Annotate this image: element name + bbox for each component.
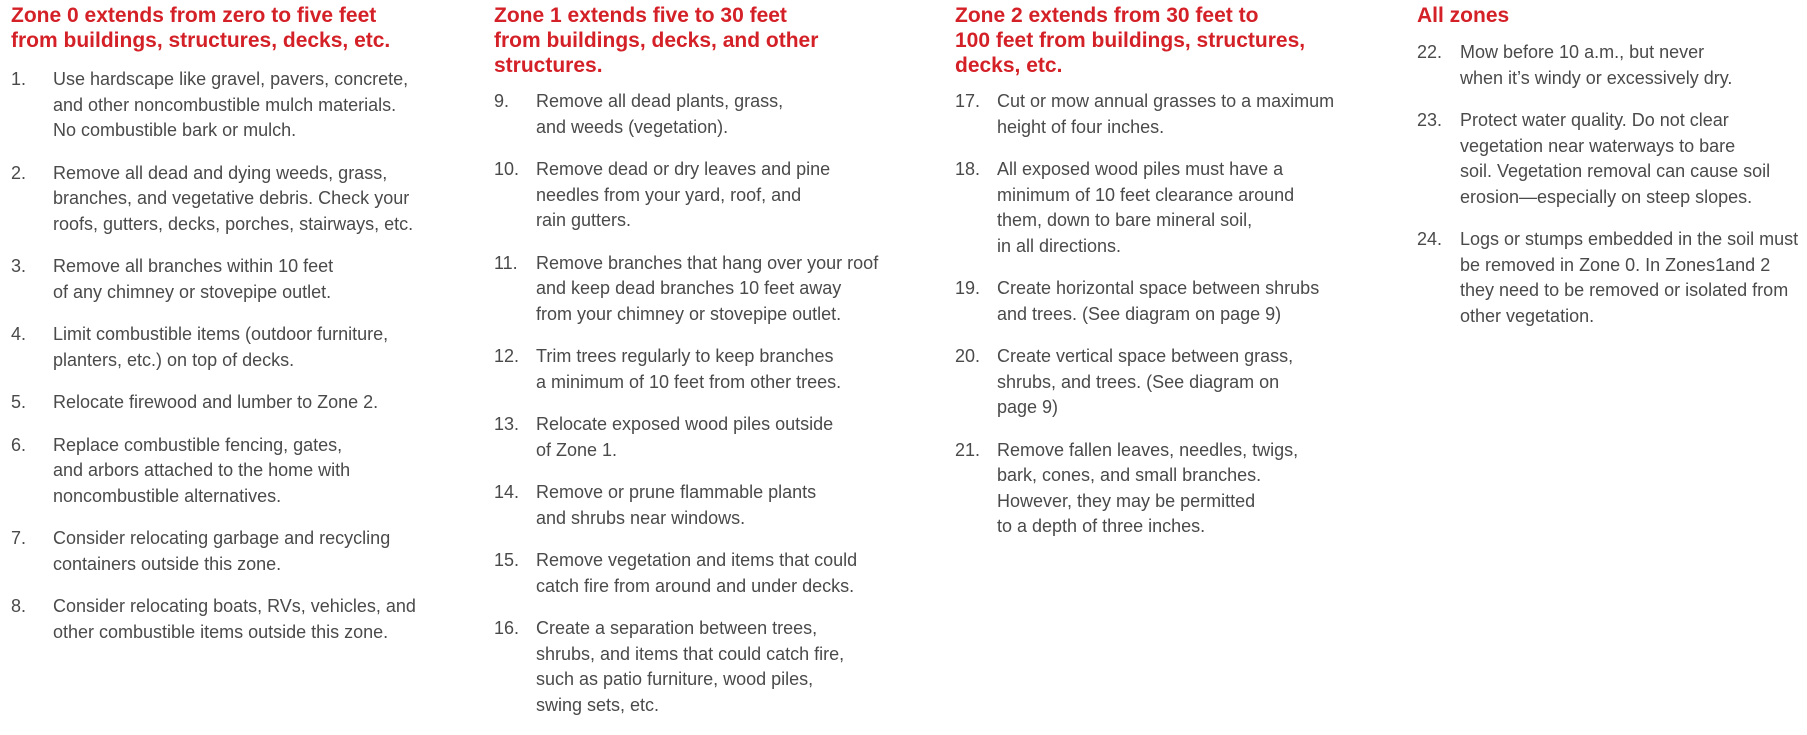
list-item — [11, 594, 451, 645]
item-text — [53, 526, 451, 577]
item-line: Create horizontal space between shrubs — [997, 278, 1320, 298]
list-item — [11, 254, 451, 305]
item-line: All exposed wood piles must have a — [997, 159, 1284, 179]
zone-0-list — [11, 67, 451, 645]
item-text — [53, 254, 451, 305]
item-line: However, they may be permitted — [997, 490, 1256, 511]
item-text — [997, 344, 1355, 421]
item-line: Consider relocating boats, RVs, vehicles, and — [53, 596, 416, 616]
item-number: 15. — [494, 550, 520, 570]
item-text — [53, 161, 451, 238]
item-line: Remove vegetation and items that could — [536, 550, 858, 570]
item-line: bark, cones, and small branches. — [997, 465, 1262, 485]
item-line: Replace combustible fencing, gates, — [53, 434, 343, 455]
item-text — [1460, 108, 1807, 210]
list-item — [494, 616, 904, 718]
zone-2-heading — [955, 0, 1355, 78]
item-line: them, down to bare mineral soil, — [997, 210, 1253, 230]
list-item — [955, 89, 1355, 140]
item-line: and shrubs near windows. — [536, 507, 746, 528]
item-line: other vegetation. — [1460, 305, 1595, 326]
heading-line: Zone 2 extends from 30 feet to — [955, 4, 1259, 27]
item-line: to a depth of three inches. — [997, 516, 1206, 536]
item-number: 11. — [494, 252, 518, 273]
item-text — [536, 616, 904, 718]
item-number: 21. — [955, 439, 981, 460]
list-item — [11, 433, 451, 510]
list-item — [494, 157, 904, 234]
list-item — [494, 251, 904, 328]
item-line: Remove branches that hang over your roof — [536, 252, 879, 273]
list-item — [11, 161, 451, 238]
item-line: Trim trees regularly to keep branches — [536, 346, 834, 366]
item-line: planters, etc.) on top of decks. — [53, 349, 295, 370]
item-line: rain gutters. — [536, 210, 632, 230]
heading-line: 100 feet from buildings, structures, — [955, 29, 1306, 52]
heading-line: All zones — [1417, 4, 1510, 27]
item-text — [536, 412, 904, 463]
item-line: needles from your yard, roof, and — [536, 184, 802, 205]
item-line: Remove all branches within 10 feet — [53, 256, 334, 276]
zone-2-list — [955, 89, 1355, 540]
item-line: Relocate exposed wood piles outside — [536, 414, 834, 434]
list-item — [11, 322, 451, 373]
item-number: 10. — [494, 159, 520, 179]
item-line: erosion—especially on steep slopes. — [1460, 186, 1753, 207]
item-line: swing sets, etc. — [536, 694, 660, 715]
item-line: Remove or prune flammable plants — [536, 482, 817, 502]
item-line: such as patio furniture, wood piles, — [536, 669, 814, 689]
item-line: minimum of 10 feet clearance around — [997, 184, 1295, 205]
heading-line: Zone 0 extends from zero to five feet — [11, 4, 377, 27]
all-zones-heading — [1417, 0, 1807, 28]
zone-0-column — [11, 0, 451, 662]
item-line: containers outside this zone. — [53, 553, 282, 574]
item-number: 24. — [1417, 229, 1443, 249]
item-line: Cut or mow annual grasses to a maximum — [997, 91, 1335, 111]
item-line: page 9) — [997, 397, 1059, 417]
item-line: and weeds (vegetation). — [536, 116, 729, 137]
item-text — [536, 480, 904, 531]
list-item — [494, 344, 904, 395]
item-line: No combustible bark or mulch. — [53, 120, 297, 140]
item-number: 14. — [494, 482, 520, 502]
item-line: roofs, gutters, decks, porches, stairways, etc. — [53, 213, 414, 234]
item-line: and arbors attached to the home with — [53, 460, 351, 480]
item-line: Remove all dead and dying weeds, grass, — [53, 162, 388, 183]
list-item — [955, 157, 1355, 259]
item-line: Logs or stumps embedded in the soil must — [1460, 229, 1799, 249]
item-text — [536, 157, 904, 234]
item-line: of Zone 1. — [536, 439, 618, 460]
item-line: Remove dead or dry leaves and pine — [536, 159, 831, 179]
item-line: Mow before 10 a.m., but never — [1460, 42, 1705, 62]
item-text — [53, 67, 451, 144]
item-line: height of four inches. — [997, 116, 1165, 137]
list-item — [494, 412, 904, 463]
item-line: they need to be removed or isolated from — [1460, 280, 1789, 300]
list-item — [1417, 108, 1807, 210]
item-line: vegetation near waterways to bare — [1460, 135, 1736, 156]
item-line: and other noncombustible mulch materials. — [53, 94, 397, 115]
list-item — [494, 548, 904, 599]
item-number: 3. — [11, 256, 27, 276]
item-line: Protect water quality. Do not clear — [1460, 110, 1729, 130]
item-number: 16. — [494, 618, 520, 638]
item-line: Limit combustible items (outdoor furniture, — [53, 324, 389, 344]
item-line: from your chimney or stovepipe outlet. — [536, 303, 842, 324]
item-text — [997, 276, 1355, 327]
item-number: 5. — [11, 392, 27, 412]
item-line: when it’s windy or excessively dry. — [1460, 67, 1733, 88]
item-number: 17. — [955, 91, 981, 111]
item-number: 20. — [955, 346, 981, 366]
list-item — [1417, 227, 1807, 329]
item-number: 1. — [11, 69, 27, 89]
item-text — [53, 594, 451, 645]
item-text — [536, 344, 904, 395]
list-item — [955, 438, 1355, 540]
item-number: 18. — [955, 159, 981, 179]
heading-line: decks, etc. — [955, 54, 1063, 77]
item-line: a minimum of 10 feet from other trees. — [536, 371, 842, 392]
item-line: and keep dead branches 10 feet away — [536, 278, 842, 298]
list-item — [494, 89, 904, 140]
list-item — [494, 480, 904, 531]
item-text — [1460, 227, 1807, 329]
item-number: 4. — [11, 324, 27, 344]
item-line: be removed in Zone 0. In Zones1and 2 — [1460, 254, 1771, 275]
list-item — [1417, 40, 1807, 91]
zone-0-heading — [11, 0, 451, 53]
item-number: 13. — [494, 414, 520, 434]
all-zones-list — [1417, 40, 1807, 329]
zone-1-heading — [494, 0, 904, 78]
item-line: Consider relocating garbage and recycling — [53, 528, 391, 548]
item-line: shrubs, and trees. (See diagram on — [997, 371, 1280, 392]
item-line: Remove fallen leaves, needles, twigs, — [997, 439, 1299, 460]
item-line: and trees. (See diagram on page 9) — [997, 303, 1282, 324]
item-text — [53, 390, 451, 416]
heading-line: from buildings, structures, decks, etc. — [11, 29, 391, 52]
all-zones-column — [1417, 0, 1807, 346]
item-line: branches, and vegetative debris. Check your — [53, 188, 410, 208]
item-line: Remove all dead plants, grass, — [536, 91, 784, 111]
item-line: other combustible items outside this zone. — [53, 621, 389, 642]
zone-1-list — [494, 89, 904, 718]
item-number: 22. — [1417, 42, 1443, 62]
item-line: Create vertical space between grass, — [997, 346, 1294, 366]
item-text — [536, 251, 904, 328]
item-text — [1460, 40, 1807, 91]
item-line: noncombustible alternatives. — [53, 485, 282, 506]
item-number: 2. — [11, 162, 27, 183]
list-item — [11, 526, 451, 577]
item-number: 19. — [955, 278, 981, 298]
item-number: 7. — [11, 528, 27, 548]
item-line: shrubs, and items that could catch fire, — [536, 643, 845, 664]
item-text — [997, 438, 1355, 540]
zone-2-column — [955, 0, 1355, 557]
item-line: Create a separation between trees, — [536, 618, 818, 638]
item-line: Relocate firewood and lumber to Zone 2. — [53, 392, 379, 412]
heading-line: structures. — [494, 54, 603, 77]
item-number: 8. — [11, 596, 27, 616]
list-item — [955, 344, 1355, 421]
item-line: of any chimney or stovepipe outlet. — [53, 281, 332, 302]
item-line: in all directions. — [997, 235, 1122, 256]
item-text — [53, 433, 451, 510]
zone-1-column — [494, 0, 904, 735]
item-text — [53, 322, 451, 373]
list-item — [11, 67, 451, 144]
list-item — [955, 276, 1355, 327]
item-line: Use hardscape like gravel, pavers, concrete, — [53, 69, 409, 89]
item-text — [536, 89, 904, 140]
item-text — [997, 89, 1355, 140]
item-line: soil. Vegetation removal can cause soil — [1460, 161, 1771, 181]
item-number: 23. — [1417, 110, 1443, 130]
item-number: 9. — [494, 91, 510, 111]
item-number: 6. — [11, 434, 27, 455]
heading-line: from buildings, decks, and other — [494, 29, 819, 52]
item-text — [997, 157, 1355, 259]
heading-line: Zone 1 extends five to 30 feet — [494, 4, 787, 27]
item-number: 12. — [494, 346, 520, 366]
list-item — [11, 390, 451, 416]
item-text — [536, 548, 904, 599]
item-line: catch fire from around and under decks. — [536, 575, 855, 596]
